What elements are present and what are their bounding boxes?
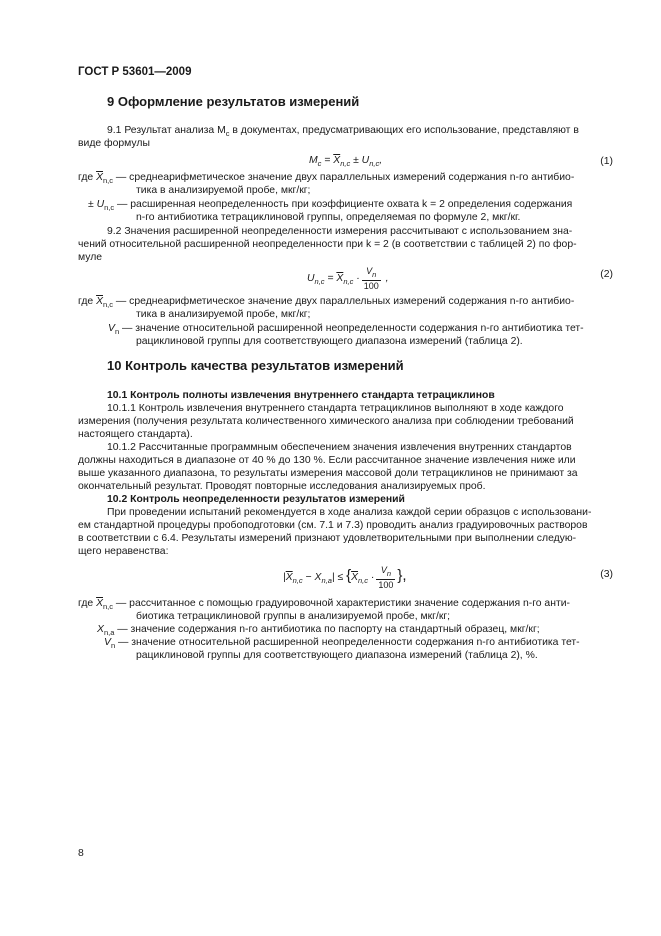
definition-xnc-3: где $\overline{X}_{n,c}$ — рассчитанное с помощью градуировочной характеристики значение содержания n-го анти- (78, 598, 570, 612)
para-10-2-line-4: щего неравенства: (78, 546, 169, 557)
para-10-1-2-line-1: 10.1.2 Рассчитанные программным обеспечением значения извлечения внутренних стандартов (107, 442, 572, 453)
para-10-1-1-line-2: измерения (получения результата количественного химического анализа при соблюдении требований (78, 416, 574, 427)
document-header: ГОСТ Р 53601—2009 (78, 66, 192, 78)
para-9-1-line-2: виде формулы (78, 138, 150, 149)
definition-xnc-1-cont: тика в анализируемой пробе, мкг/кг; (136, 185, 311, 196)
para-10-1-1-line-3: настоящего стандарта). (78, 429, 193, 440)
formula-1-number: (1) (600, 156, 613, 167)
definition-vn-1: $V_n$ — значение относительной расширенной неопределенности содержания n-го антибиотика тет- (108, 323, 584, 337)
heading-10-2: 10.2 Контроль неопределенности результатов измерений (107, 494, 405, 505)
definition-xnc-2: где $\overline{X}_{n,c}$ — среднеарифметическое значение двух параллельных измерений содержания n-го антибио- (78, 296, 575, 310)
definition-vn-2-cont: рациклиновой группы для соответствующего диапазона измерений (таблица 2), %. (136, 650, 538, 661)
formula-2-number: (2) (600, 269, 613, 280)
para-10-2-line-2: ем стандартной процедуры пробоподготовки (см. 7.1 и 7.3) проводить анализ градуировочных растворов (78, 520, 588, 531)
definition-xnc-1: где $\overline{X}_{n,c}$ — среднеарифметическое значение двух параллельных измерений содержания n-го антибио- (78, 172, 575, 186)
para-10-1-1-line-1: 10.1.1 Контроль извлечения внутреннего стандарта тетрациклинов выполняют в ходе каждого (107, 403, 564, 414)
para-9-2-line-1: 9.2 Значения расширенной неопределенности измерения рассчитывают с использованием зна- (107, 226, 573, 237)
definition-unc: ± $U_{n,c}$ — расширенная неопределенность при коэффициенте охвата k = 2 определения содержания (88, 199, 573, 213)
para-10-2-line-3: в соответствии с 6.4. Результаты измерений признают удовлетворительными при выполнении следую- (78, 533, 577, 544)
definition-unc-cont: n-го антибиотика тетрациклиновой группы, определяемая по формуле 2, мкг/кг. (136, 212, 521, 223)
para-10-1-2-line-4: окончательный результат. Проводят повторные исследования анализируемых проб. (78, 481, 486, 492)
definition-vn-1-cont: рациклиновой группы для соответствующего диапазона измерений (таблица 2). (136, 336, 523, 347)
para-10-1-2-line-2: должны находиться в диапазоне от 40 % до 130 %. Если рассчитанное значение извлечения ниже или (78, 455, 576, 466)
definition-vn-2: $V_n$ — значение относительной расширенной неопределенности содержания n-го антибиотика тет- (104, 637, 580, 651)
para-9-1-line-1: 9.1 Результат анализа $M_c$ в документах, предусматривающих его использование, представляют в (107, 125, 579, 139)
para-10-2-line-1: При проведении испытаний рекомендуется в ходе анализа каждой серии образцов с использовани- (107, 507, 592, 518)
definition-xna: $X_{n,a}$ — значение содержания n-го антибиотика по паспорту на стандартный образец, мкг/кг; (97, 624, 540, 638)
para-9-2-line-3: муле (78, 252, 103, 263)
formula-2: $U_{n,c} = \overline{X}_{n,c}$ · $\frac{V_n}{100}$ , (307, 266, 389, 291)
formula-3-number: (3) (600, 569, 613, 580)
section-9-title: 9 Оформление результатов измерений (107, 94, 360, 109)
definition-xnc-2-cont: тика в анализируемой пробе, мкг/кг; (136, 309, 311, 320)
para-9-2-line-2: чений относительной расширенной неопределенности при k = 2 (в соответствии с таблицей 2) по фор- (78, 239, 577, 250)
heading-10-1: 10.1 Контроль полноты извлечения внутреннего стандарта тетрациклинов (107, 390, 495, 401)
section-10-title: 10 Контроль качества результатов измерений (107, 358, 404, 373)
definition-xnc-3-cont: биотика тетрациклиновой группы в анализируемой пробе, мкг/кг; (136, 611, 451, 622)
formula-3: $|\overline{X}_{n,c} - X_{n,a}| \le \{\overline{X}_{n,c}$ · $\frac{V_n}{100}$ }, (283, 565, 407, 590)
page-number: 8 (78, 848, 84, 859)
formula-1: $M_c = \overline{X}_{n,c} \pm U_{n,c}$, (309, 155, 383, 169)
para-10-1-2-line-3: выше указанного диапазона, то результаты измерения массовой доли тетрациклинов не принимают за (78, 468, 578, 479)
